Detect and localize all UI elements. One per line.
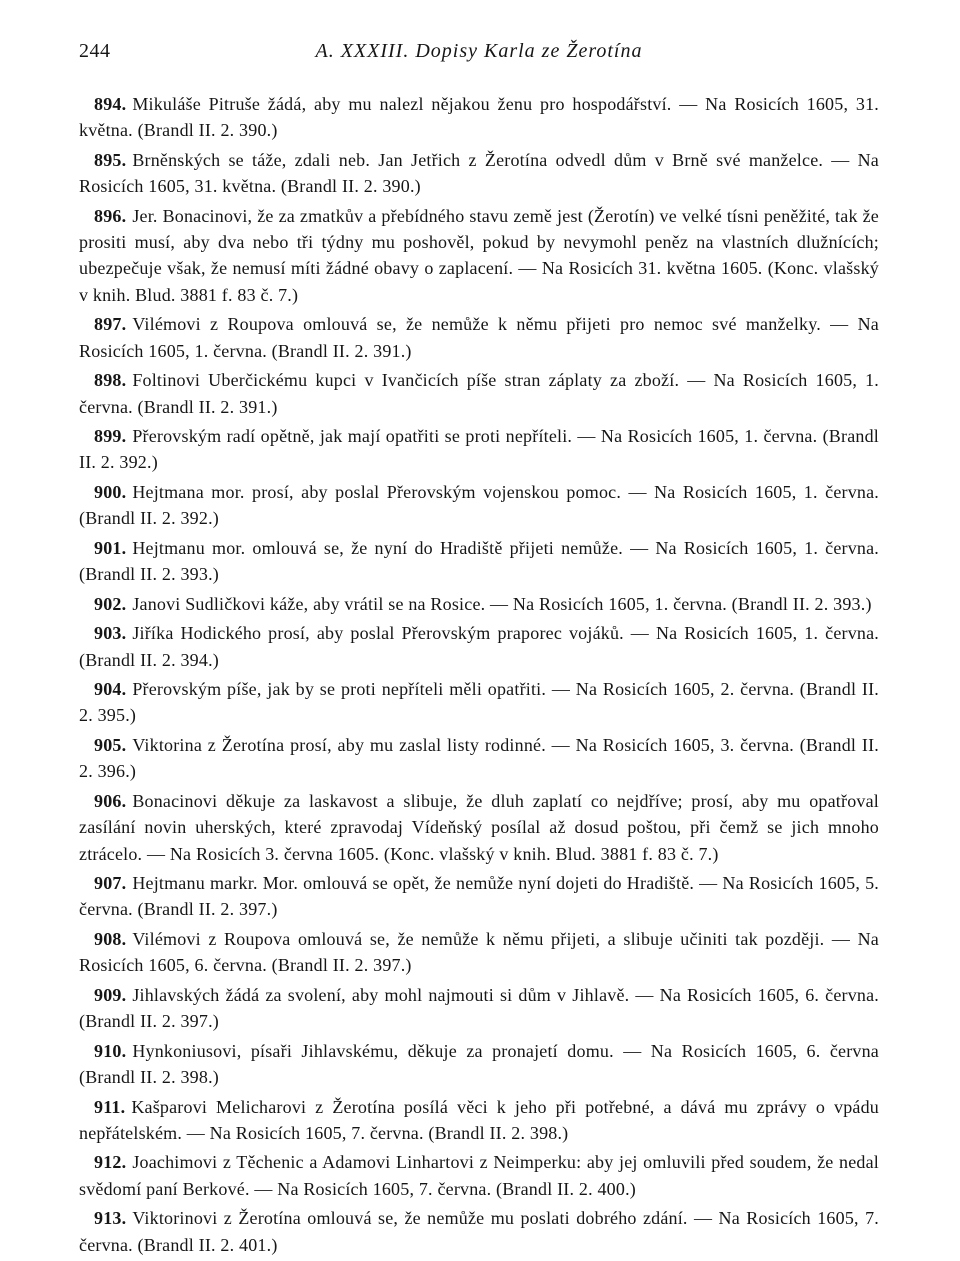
entry-text: Jer. Bonacinovi, že za zmatkův a přebídného stavu země jest (Žerotín) ve velké tísni peněžité, tak že prositi musí, aby dva nebo tři týdny mu poshověl, pokud by nevymohl peněz na vlastních dlužnících; ubezpečuje však, že nemusí míti žádné obavy o zaplacení. — Na Rosicích 31. května 1605. (Konc. vlašský v knih. Blud. 3881 f. 83 č. 7.) xyxy=(79,205,879,305)
entry-text: Viktorina z Žerotína prosí, aby mu zaslal listy rodinné. — Na Rosicích 1605, 3. června. (Brandl II. 2. 396.) xyxy=(79,734,879,782)
entry-900 xyxy=(79,479,879,532)
entry-896 xyxy=(79,203,879,308)
entry-text: Přerovským radí opětně, jak mají opatřiti se proti nepříteli. — Na Rosicích 1605, 1. června. (Brandl II. 2. 392.) xyxy=(79,426,879,473)
entry-894 xyxy=(79,91,879,144)
entry-906 xyxy=(79,788,879,867)
entry-text: Bonacinovi děkuje za laskavost a slibuje, že dluh zaplatí co nejdříve; prosí, aby mu opatřoval zasílání novin uherských, které zpravodaj Vídeňský posílal až dosud poštou, při čemž se jich mnoho ztrácelo. — Na Rosicích 3. června 1605. (Konc. vlašský v knih. Blud. 3881 f. 83 č. 7.) xyxy=(79,790,879,864)
entry-899 xyxy=(79,423,879,476)
page-header xyxy=(79,40,879,70)
entry-number: 900. xyxy=(94,481,127,502)
running-head: A. XXXIII. Dopisy Karla ze Žerotína xyxy=(315,40,643,62)
entry-902 xyxy=(79,591,879,617)
entry-list xyxy=(79,91,879,1258)
entry-number: 898. xyxy=(94,370,127,391)
entry-text: Brněnských se táže, zdali neb. Jan Jetřich z Žerotína odvedl dům v Brně své manželce. — Na Rosicích 1605, 31. května. (Brandl II. 2. 390.) xyxy=(79,149,879,197)
entry-number: 912. xyxy=(94,1152,127,1173)
entry-903 xyxy=(79,620,879,673)
entry-number: 906. xyxy=(94,790,127,811)
entry-number: 903. xyxy=(94,623,127,644)
page-number: 244 xyxy=(79,40,111,62)
entry-text: Foltinovi Uberčickému kupci v Ivančicích píše stran záplaty za zboží. — Na Rosicích 1605, 1. června. (Brandl II. 2. 391.) xyxy=(79,370,879,417)
entry-number: 907. xyxy=(94,873,127,894)
entry-number: 904. xyxy=(94,679,127,700)
entry-number: 894. xyxy=(94,94,127,114)
entry-911 xyxy=(79,1094,879,1147)
entry-text: Přerovským píše, jak by se proti nepříteli měli opatřiti. — Na Rosicích 1605, 2. června. (Brandl II. 2. 395.) xyxy=(79,679,879,726)
entry-text: Janovi Sudličkovi káže, aby vrátil se na Rosice. — Na Rosicích 1605, 1. června. (Brandl II. 2. 393.) xyxy=(132,593,872,614)
entry-text: Jihlavských žádá za svolení, aby mohl najmouti si dům v Jihlavě. — Na Rosicích 1605, 6. června. (Brandl II. 2. 397.) xyxy=(79,984,879,1032)
entry-895 xyxy=(79,147,879,200)
entry-908 xyxy=(79,926,879,979)
entry-905 xyxy=(79,732,879,785)
entry-number: 902. xyxy=(94,593,127,614)
document-page xyxy=(79,0,879,1261)
entry-number: 913. xyxy=(94,1208,127,1229)
entry-910 xyxy=(79,1038,879,1091)
entry-text: Mikuláše Pitruše žádá, aby mu nalezl nějakou ženu pro hospodářství. — Na Rosicích 1605, 31. května. (Brandl II. 2. 390.) xyxy=(79,94,879,141)
entry-904 xyxy=(79,676,879,729)
entry-901 xyxy=(79,535,879,588)
entry-text: Hejtmanu mor. omlouvá se, že nyní do Hradiště přijeti nemůže. — Na Rosicích 1605, 1. června. (Brandl II. 2. 393.) xyxy=(79,537,879,585)
entry-number: 897. xyxy=(94,314,127,335)
entry-number: 908. xyxy=(94,928,127,949)
entry-text: Kašparovi Melicharovi z Žerotína posílá věci k jeho při potřebné, a dává mu zprávy o vpádu nepřátelském. — Na Rosicích 1605, 7. června. (Brandl II. 2. 398.) xyxy=(79,1096,879,1143)
entry-text: Hejtmana mor. prosí, aby poslal Přerovským vojenskou pomoc. — Na Rosicích 1605, 1. června. (Brandl II. 2. 392.) xyxy=(79,481,879,529)
entry-number: 910. xyxy=(94,1040,127,1061)
entry-897 xyxy=(79,311,879,364)
entry-number: 895. xyxy=(94,149,127,170)
entry-number: 896. xyxy=(94,205,127,226)
entry-number: 899. xyxy=(94,426,127,447)
entry-text: Joachimovi z Těchenic a Adamovi Linhartovi z Neimperku: aby jej omluvili před soudem, že nedal svědomí paní Berkové. — Na Rosicích 1605, 7. června. (Brandl II. 2. 400.) xyxy=(79,1152,879,1199)
entry-text: Viktorinovi z Žerotína omlouvá se, že nemůže mu poslati dobrého zdání. — Na Rosicích 1605, 7. června. (Brandl II. 2. 401.) xyxy=(79,1208,879,1255)
entry-909 xyxy=(79,982,879,1035)
entry-898 xyxy=(79,367,879,420)
entry-text: Jiříka Hodického prosí, aby poslal Přerovským praporec vojáků. — Na Rosicích 1605, 1. června. (Brandl II. 2. 394.) xyxy=(79,623,879,670)
entry-number: 905. xyxy=(94,734,127,755)
entry-number: 901. xyxy=(94,537,127,558)
entry-text: Hynkoniusovi, písaři Jihlavskému, děkuje za pronajetí domu. — Na Rosicích 1605, 6. června (Brandl II. 2. 398.) xyxy=(79,1040,879,1088)
entry-913 xyxy=(79,1205,879,1258)
entry-912 xyxy=(79,1149,879,1202)
entry-907 xyxy=(79,870,879,923)
entry-text: Vilémovi z Roupova omlouvá se, že nemůže k němu přijeti, a slibuje učiniti tak později. — Na Rosicích 1605, 6. června. (Brandl II. 2. 397.) xyxy=(79,928,879,976)
entry-text: Hejtmanu markr. Mor. omlouvá se opět, že nemůže nyní dojeti do Hradiště. — Na Rosicích 1605, 5. června. (Brandl II. 2. 397.) xyxy=(79,873,879,920)
entry-number: 909. xyxy=(94,984,127,1005)
entry-number: 911. xyxy=(94,1096,126,1117)
entry-text: Vilémovi z Roupova omlouvá se, že nemůže k němu přijeti pro nemoc své manželky. — Na Rosicích 1605, 1. června. (Brandl II. 2. 391.) xyxy=(79,314,879,361)
